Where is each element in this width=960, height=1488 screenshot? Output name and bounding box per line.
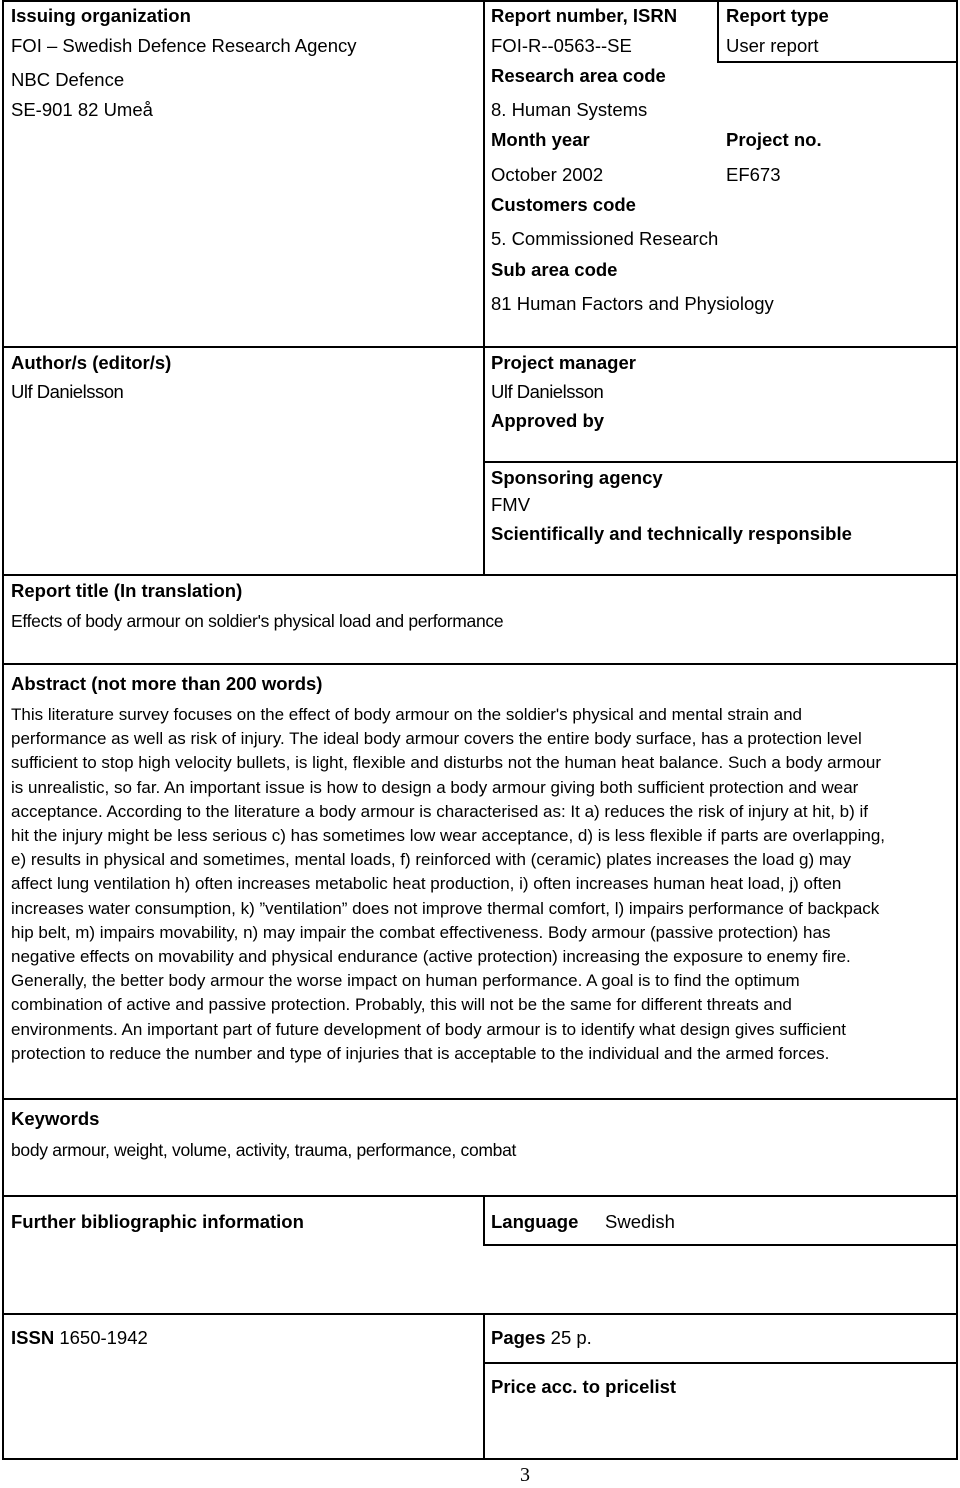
page-number: 3 <box>520 1464 530 1486</box>
divider-col-issn <box>483 1313 485 1460</box>
customers-code-value: 5. Commissioned Research <box>491 228 719 249</box>
project-no-label: Project no. <box>726 129 822 150</box>
abstract-text: This literature survey focuses on the effect of body armour on the soldier's physical and mental strain and performance as well as risk of injury. The ideal body armour covers the entire body surface, has a protection level sufficient to stop high velocity bullets, is light, flexible and disturbs not the human heat balance. Such a body armour is unrealistic, so far. An important issue is how to design a body armour giving both sufficient protection and wear acceptance. According to the literature a body armour is characterised as: It a) reduces the risk of injury at hit, b) if hit the injury might be less serious c) has sometimes low wear acceptance, d) is less flexible if parts are overlapping, e) results in physical and sometimes, mental loads, f) reinforced with (ceramic) plates increases the load g) may affect lung ventilation h) often increases metabolic heat production, i) often increases human heat load, j) often increases water consumption, k) ”ventilation” does not improve thermal comfort, l) impairs performance of backpack hip belt, m) impairs movability, n) may impair the combat effectiveness. Body armour (passive protection) has negative effects on movability and physical endurance (active protection) increasing the exposure to enemy fire. Generally, the better body armour the worse impact on human performance. A goal is to find the optimum combination of active and passive protection. Probably, this will not be the same for different threats and environments. An important part of future development of body armour is to identify what design gives sufficient protection to reduce the number and type of injuries that is acceptable to the individual and the armed forces. <box>11 705 885 1063</box>
month-year-value: October 2002 <box>491 164 604 185</box>
issn-label: ISSN <box>11 1327 55 1348</box>
keywords-label: Keywords <box>11 1108 100 1129</box>
divider-col-language <box>483 1195 485 1245</box>
project-manager-value: Ulf Danielsson <box>491 381 604 402</box>
issuing-org-line-1: FOI – Swedish Defence Research Agency <box>11 35 357 56</box>
pages-field <box>491 1327 592 1349</box>
authors-value: Ulf Danielsson <box>11 381 124 402</box>
divider-title <box>2 574 958 576</box>
divider-col-main <box>483 0 485 575</box>
border-left <box>2 0 4 1460</box>
project-manager-label: Project manager <box>491 352 636 373</box>
report-type-value: User report <box>726 35 819 56</box>
research-area-value: 8. Human Systems <box>491 99 648 120</box>
issn-field <box>11 1327 148 1349</box>
sub-area-value: 81 Human Factors and Physiology <box>491 293 774 314</box>
pages-label: Pages <box>491 1327 546 1348</box>
sub-area-label: Sub area code <box>491 259 618 280</box>
further-bib-label: Further bibliographic information <box>11 1211 304 1232</box>
scientifically-responsible-label: Scientifically and technically responsible <box>491 523 852 544</box>
project-no-value: EF673 <box>726 164 781 185</box>
abstract-label: Abstract (not more than 200 words) <box>11 673 323 694</box>
divider-report-type <box>717 61 958 63</box>
issuing-org-line-2: NBC Defence <box>11 69 125 90</box>
price-label: Price acc. to pricelist <box>491 1376 677 1397</box>
issuing-org-line-3: SE-901 82 Umeå <box>11 99 153 120</box>
report-type-label: Report type <box>726 5 829 26</box>
divider-approved <box>483 461 958 463</box>
approved-by-label: Approved by <box>491 410 605 431</box>
sponsoring-agency-value: FMV <box>491 494 531 515</box>
issn-value: 1650-1942 <box>59 1327 148 1348</box>
language-label: Language <box>491 1211 579 1232</box>
divider-bib <box>2 1195 958 1197</box>
border-right <box>956 0 958 1460</box>
divider-pages <box>483 1362 958 1364</box>
border-bottom <box>2 1458 958 1460</box>
research-area-label: Research area code <box>491 65 666 86</box>
report-title-label: Report title (In translation) <box>11 580 243 601</box>
customers-code-label: Customers code <box>491 194 636 215</box>
divider-language <box>483 1244 958 1246</box>
report-title-value: Effects of body armour on soldier's physical load and performance <box>11 611 504 631</box>
divider-abstract <box>2 663 958 665</box>
report-number-value: FOI-R--0563--SE <box>491 35 632 56</box>
divider-issn <box>2 1313 958 1315</box>
issuing-org-label: Issuing organization <box>11 5 191 26</box>
border-top <box>2 0 958 2</box>
keywords-value: body armour, weight, volume, activity, trauma, performance, combat <box>11 1140 517 1160</box>
month-year-label: Month year <box>491 129 590 150</box>
language-value: Swedish <box>605 1211 675 1232</box>
sponsoring-agency-label: Sponsoring agency <box>491 467 663 488</box>
divider-keywords <box>2 1098 958 1100</box>
report-number-label: Report number, ISRN <box>491 5 678 26</box>
pages-value: 25 p. <box>550 1327 592 1348</box>
divider-col-report-type <box>717 0 719 62</box>
divider-top-section <box>2 346 958 348</box>
authors-label: Author/s (editor/s) <box>11 352 172 373</box>
